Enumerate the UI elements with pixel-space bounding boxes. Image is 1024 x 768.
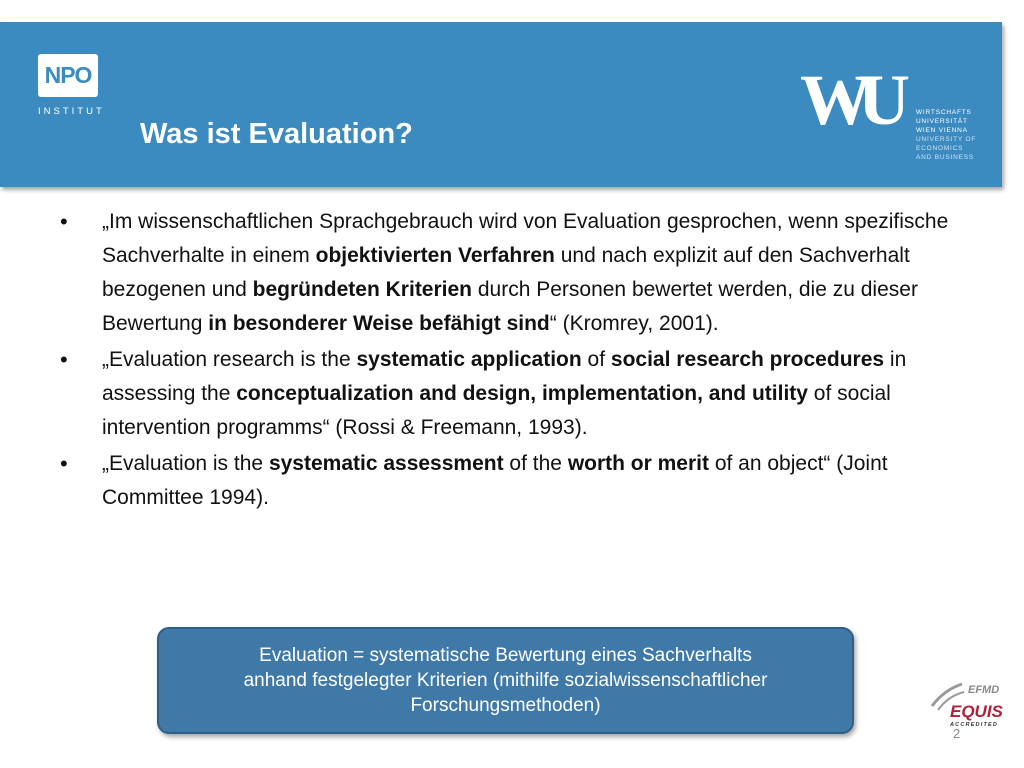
wu-logo-line: WIEN VIENNA: [916, 127, 968, 134]
bullet-emphasis: conceptualization and design, implementation, and utility: [236, 382, 808, 405]
summary-box: [157, 627, 854, 734]
npo-institut-logo: [38, 54, 105, 117]
page-number: 2: [953, 726, 961, 741]
bullet-text: of social intervention programms“ (Rossi & Freemann, 1993).: [102, 382, 891, 439]
definition-bullet: [60, 343, 960, 445]
bullet-text: of: [581, 348, 611, 371]
summary-line: Forschungsmethoden): [410, 695, 601, 716]
bullet-text: in assessing the: [102, 348, 907, 405]
equis-accredited-text: ACCREDITED: [950, 722, 999, 728]
npo-logo-mark: NPO: [38, 54, 98, 97]
wu-logo-line: WIRTSCHAFTS: [916, 109, 972, 116]
definition-bullet: [60, 205, 960, 341]
bullet-emphasis: in besonderer Weise befähigt sind: [208, 312, 550, 335]
bullet-emphasis: social research procedures: [610, 348, 885, 371]
wu-logo: [800, 60, 980, 180]
wu-logo-line: AND BUSINESS: [916, 154, 975, 161]
wu-logo-line: UNIVERSITY OF: [916, 136, 977, 143]
bullet-text: of the: [503, 452, 568, 475]
equis-logo: [928, 676, 1008, 746]
equis-efmd-text: EFMD: [968, 684, 1000, 696]
bullet-text: und nach explizit auf den Sachverhalt bezogenen und: [102, 244, 910, 301]
bullet-text: durch Personen bewertet werden, die zu dieser Bewertung: [102, 278, 918, 335]
slide-header: [0, 22, 1002, 187]
npo-logo-subtitle: INSTITUT: [38, 106, 105, 117]
summary-line: Evaluation = systematische Bewertung eines Sachverhalts: [259, 645, 752, 666]
slide-title: Was ist Evaluation?: [140, 118, 413, 150]
wu-logo-text: [916, 108, 986, 162]
bullet-text: “ (Kromrey, 2001).: [549, 312, 719, 335]
definition-list: [60, 205, 960, 517]
bullet-emphasis: objektivierten Verfahren: [315, 244, 555, 267]
bullet-emphasis: systematic application: [356, 348, 582, 371]
wu-logo-line: ECONOMICS: [916, 145, 964, 152]
bullet-emphasis: systematic assessment: [268, 452, 504, 475]
wu-logo-line: UNIVERSITÄT: [916, 118, 968, 125]
definition-bullet: [60, 447, 960, 515]
bullet-emphasis: begründeten Kriterien: [252, 278, 473, 301]
bullet-emphasis: worth or merit: [567, 452, 709, 475]
bullet-text: „Evaluation is the: [102, 452, 269, 475]
summary-line: anhand festgelegter Kriterien (mithilfe sozialwissenschaftlicher: [243, 670, 768, 691]
bullet-text: of an object“ (Joint Committee 1994).: [102, 452, 888, 509]
equis-name-text: EQUIS: [950, 702, 1003, 721]
bullet-text: „Evaluation research is the: [102, 348, 357, 371]
bullet-text: „Im wissenschaftlichen Sprachgebrauch wird von Evaluation gesprochen, wenn spezifische Sachverhalte in einem: [102, 210, 949, 267]
wu-logo-letters: WU: [800, 60, 896, 140]
